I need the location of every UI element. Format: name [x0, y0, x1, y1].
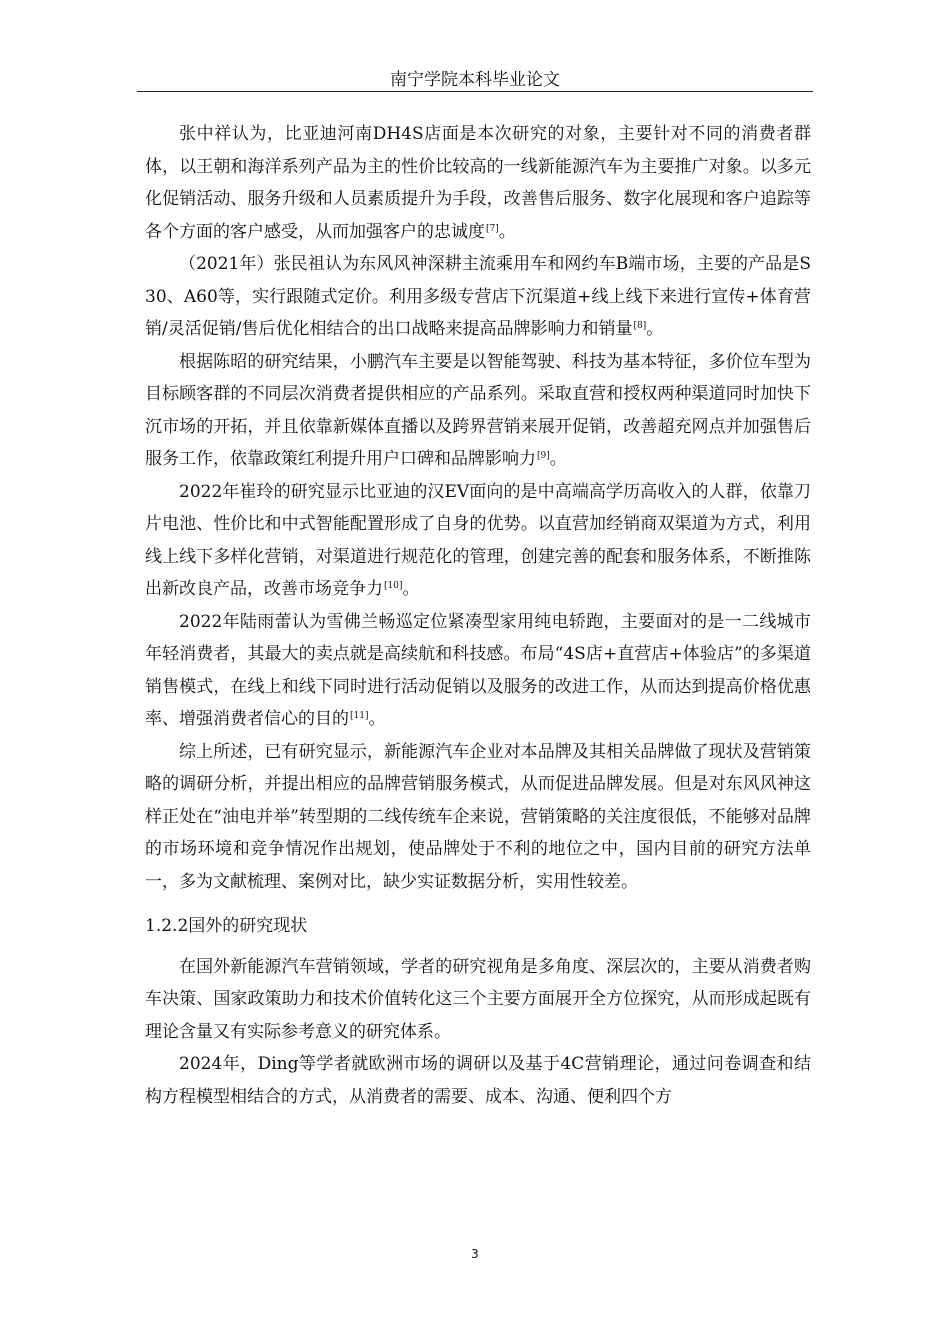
paragraph-ding-study: 2024年，Ding等学者就欧洲市场的调研以及基于4C营销理论，通过问卷调查和结构方程模型相结合的方式，从消费者的需要、成本、沟通、便利四个方 [145, 1054, 811, 1107]
citation-11[interactable]: [11] [350, 711, 369, 721]
paragraph-zhang-zhongxiang: 张中祥认为，比亚迪河南DH4S店面是本次研究的对象，主要针对不同的消费者群体，以王朝和海洋系列产品为主的性价比较高的一线新能源汽车为主要推广对象。以多元化促销活动、服务升级和人员素质提升为手段，改善售后服务、数字化展现和客户追踪等各个方面的客户感受，从而加强客户的忠诚度[7]。 [145, 124, 811, 242]
citation-10[interactable]: [10] [384, 581, 403, 591]
page-header-title: 南宁学院本科毕业论文 [390, 70, 560, 90]
paragraph-summary: 综上所述，已有研究显示，新能源汽车企业对本品牌及其相关品牌做了现状及营销策略的调研分析，并提出相应的品牌营销服务模式，从而促进品牌发展。但是对东风风神这样正处在“油电并举”转型期的二线传统车企来说，营销策略的关注度很低，不能够对品牌的市场环境和竞争情况作出规划，使品牌处于不利的地位之中，国内目前的研究方法单一，多为文献梳理、案例对比，缺少实证数据分析，实用性较差。 [145, 741, 811, 892]
citation-9[interactable]: [9] [537, 451, 550, 461]
paragraph-lu-yulei: 2022年陆雨蕾认为雪佛兰畅巡定位紧凑型家用纯电轿跑，主要面对的是一二线城市年轻消费者，其最大的卖点就是高续航和科技感。布局“4S店+直营店+体验店”的多渠道销售模式，在线上和线下同时进行活动促销以及服务的改进工作，从而达到提高价格优惠率、增强消费者信心的目的[11]。 [145, 611, 811, 729]
document-body [145, 118, 811, 1113]
paragraph-cui-ling: 2022年崔玲的研究显示比亚迪的汉EV面向的是中高端高学历高收入的人群，依靠刀片电池、性价比和中式智能配置形成了自身的优势。以直营加经销商双渠道为方式，利用线上线下多样化营销，对渠道进行规范化的管理，创建完善的配套和服务体系，不断推陈出新改良产品，改善市场竞争力[10]。 [145, 481, 811, 599]
citation-8[interactable]: [8] [633, 321, 647, 331]
section-heading: 1.2.2国外的研究现状 [145, 916, 308, 936]
paragraph-zhang-minzu: （2021年）张民祖认为东风风神深耕主流乘用车和网约车B端市场，主要的产品是S30、A60等，实行跟随式定价。利用多级专营店下沉渠道+线上线下来进行宣传+体育营销/灵活促销/售后优化相结合的出口战略来提高品牌影响力和销量[8]。 [145, 254, 811, 339]
citation-7[interactable]: [7] [486, 223, 499, 234]
header-divider [137, 91, 813, 92]
page-number: 3 [471, 1247, 479, 1261]
paragraph-chen-zhao: 根据陈昭的研究结果，小鹏汽车主要是以智能驾驶、科技为基本特征，多价位车型为目标顾客群的不同层次消费者提供相应的产品系列。采取直营和授权两种渠道同时加快下沉市场的开拓，并且依靠新媒体直播以及跨界营销来展开促销，改善超充网点并加强售后服务工作，依靠政策红利提升用户口碑和品牌影响力[9]。 [145, 351, 811, 469]
paragraph-foreign-overview: 在国外新能源汽车营销领域，学者的研究视角是多角度、深层次的，主要从消费者购车决策、国家政策助力和技术价值转化这三个主要方面展开全方位探究，从而形成起既有理论含量又有实际参考意义的研究体系。 [145, 956, 811, 1042]
